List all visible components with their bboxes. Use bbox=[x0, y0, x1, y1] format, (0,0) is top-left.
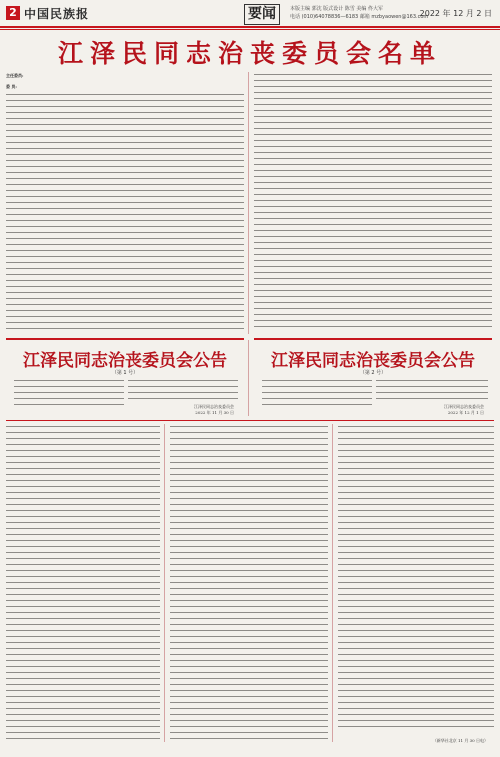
name-list-column-left bbox=[6, 92, 244, 332]
masthead-rule-thin bbox=[0, 29, 500, 30]
notice-right-title: 江泽民同志治丧委员会公告 bbox=[271, 351, 475, 371]
page-headline: 江泽民同志治丧委员会名单 bbox=[57, 39, 442, 68]
paper-name-logo: 中国民族报 bbox=[24, 7, 90, 21]
editor-line: 本版主编 郭沈 版式设计 陈雪 美编 佟大军 bbox=[290, 6, 383, 12]
notice-left-body-b bbox=[128, 378, 238, 402]
notice-left-date: 2022 年 11 月 30 日 bbox=[195, 410, 234, 415]
masthead-rule bbox=[0, 26, 500, 28]
notice-right-body-b bbox=[376, 378, 488, 402]
name-list-column-right bbox=[254, 72, 492, 332]
masthead bbox=[0, 0, 500, 30]
notice-left-rule bbox=[6, 338, 244, 340]
contact-line: 电话 (010)64078836—6183 邮箱 mzbyaowen@163.com bbox=[290, 14, 429, 20]
article-source: （新华社北京 11 月 30 日电） bbox=[432, 738, 488, 743]
notice-left-title: 江泽民同志治丧委员会公告 bbox=[23, 351, 227, 371]
article-column-2 bbox=[170, 424, 328, 742]
notice-left-body-a bbox=[14, 378, 124, 408]
notice-right-body-a bbox=[262, 378, 372, 408]
name-list-members-label: 委 员: bbox=[6, 84, 17, 89]
name-list-chair-label: 主任委员: bbox=[6, 73, 24, 78]
section-label: 要闻 bbox=[244, 4, 280, 25]
article-column-3 bbox=[338, 424, 494, 730]
issue-date: 2022 年 12 月 2 日 bbox=[419, 9, 492, 18]
article-column-1 bbox=[6, 424, 160, 742]
column-divider bbox=[248, 72, 249, 334]
notice-right-signature: 江泽民同志治丧委员会 bbox=[444, 404, 484, 409]
page-number: 2 bbox=[6, 6, 20, 20]
article-divider-1 bbox=[164, 424, 165, 742]
notice-divider bbox=[248, 340, 249, 416]
article-divider-2 bbox=[332, 424, 333, 742]
notice-right-number: （第 2 号） bbox=[359, 370, 387, 376]
article-separator bbox=[6, 420, 494, 421]
notice-left-number: （第 1 号） bbox=[111, 370, 139, 376]
notice-right-date: 2022 年 12 月 1 日 bbox=[447, 410, 484, 415]
notice-left-signature: 江泽民同志治丧委员会 bbox=[194, 404, 234, 409]
notice-right-rule bbox=[254, 338, 492, 340]
